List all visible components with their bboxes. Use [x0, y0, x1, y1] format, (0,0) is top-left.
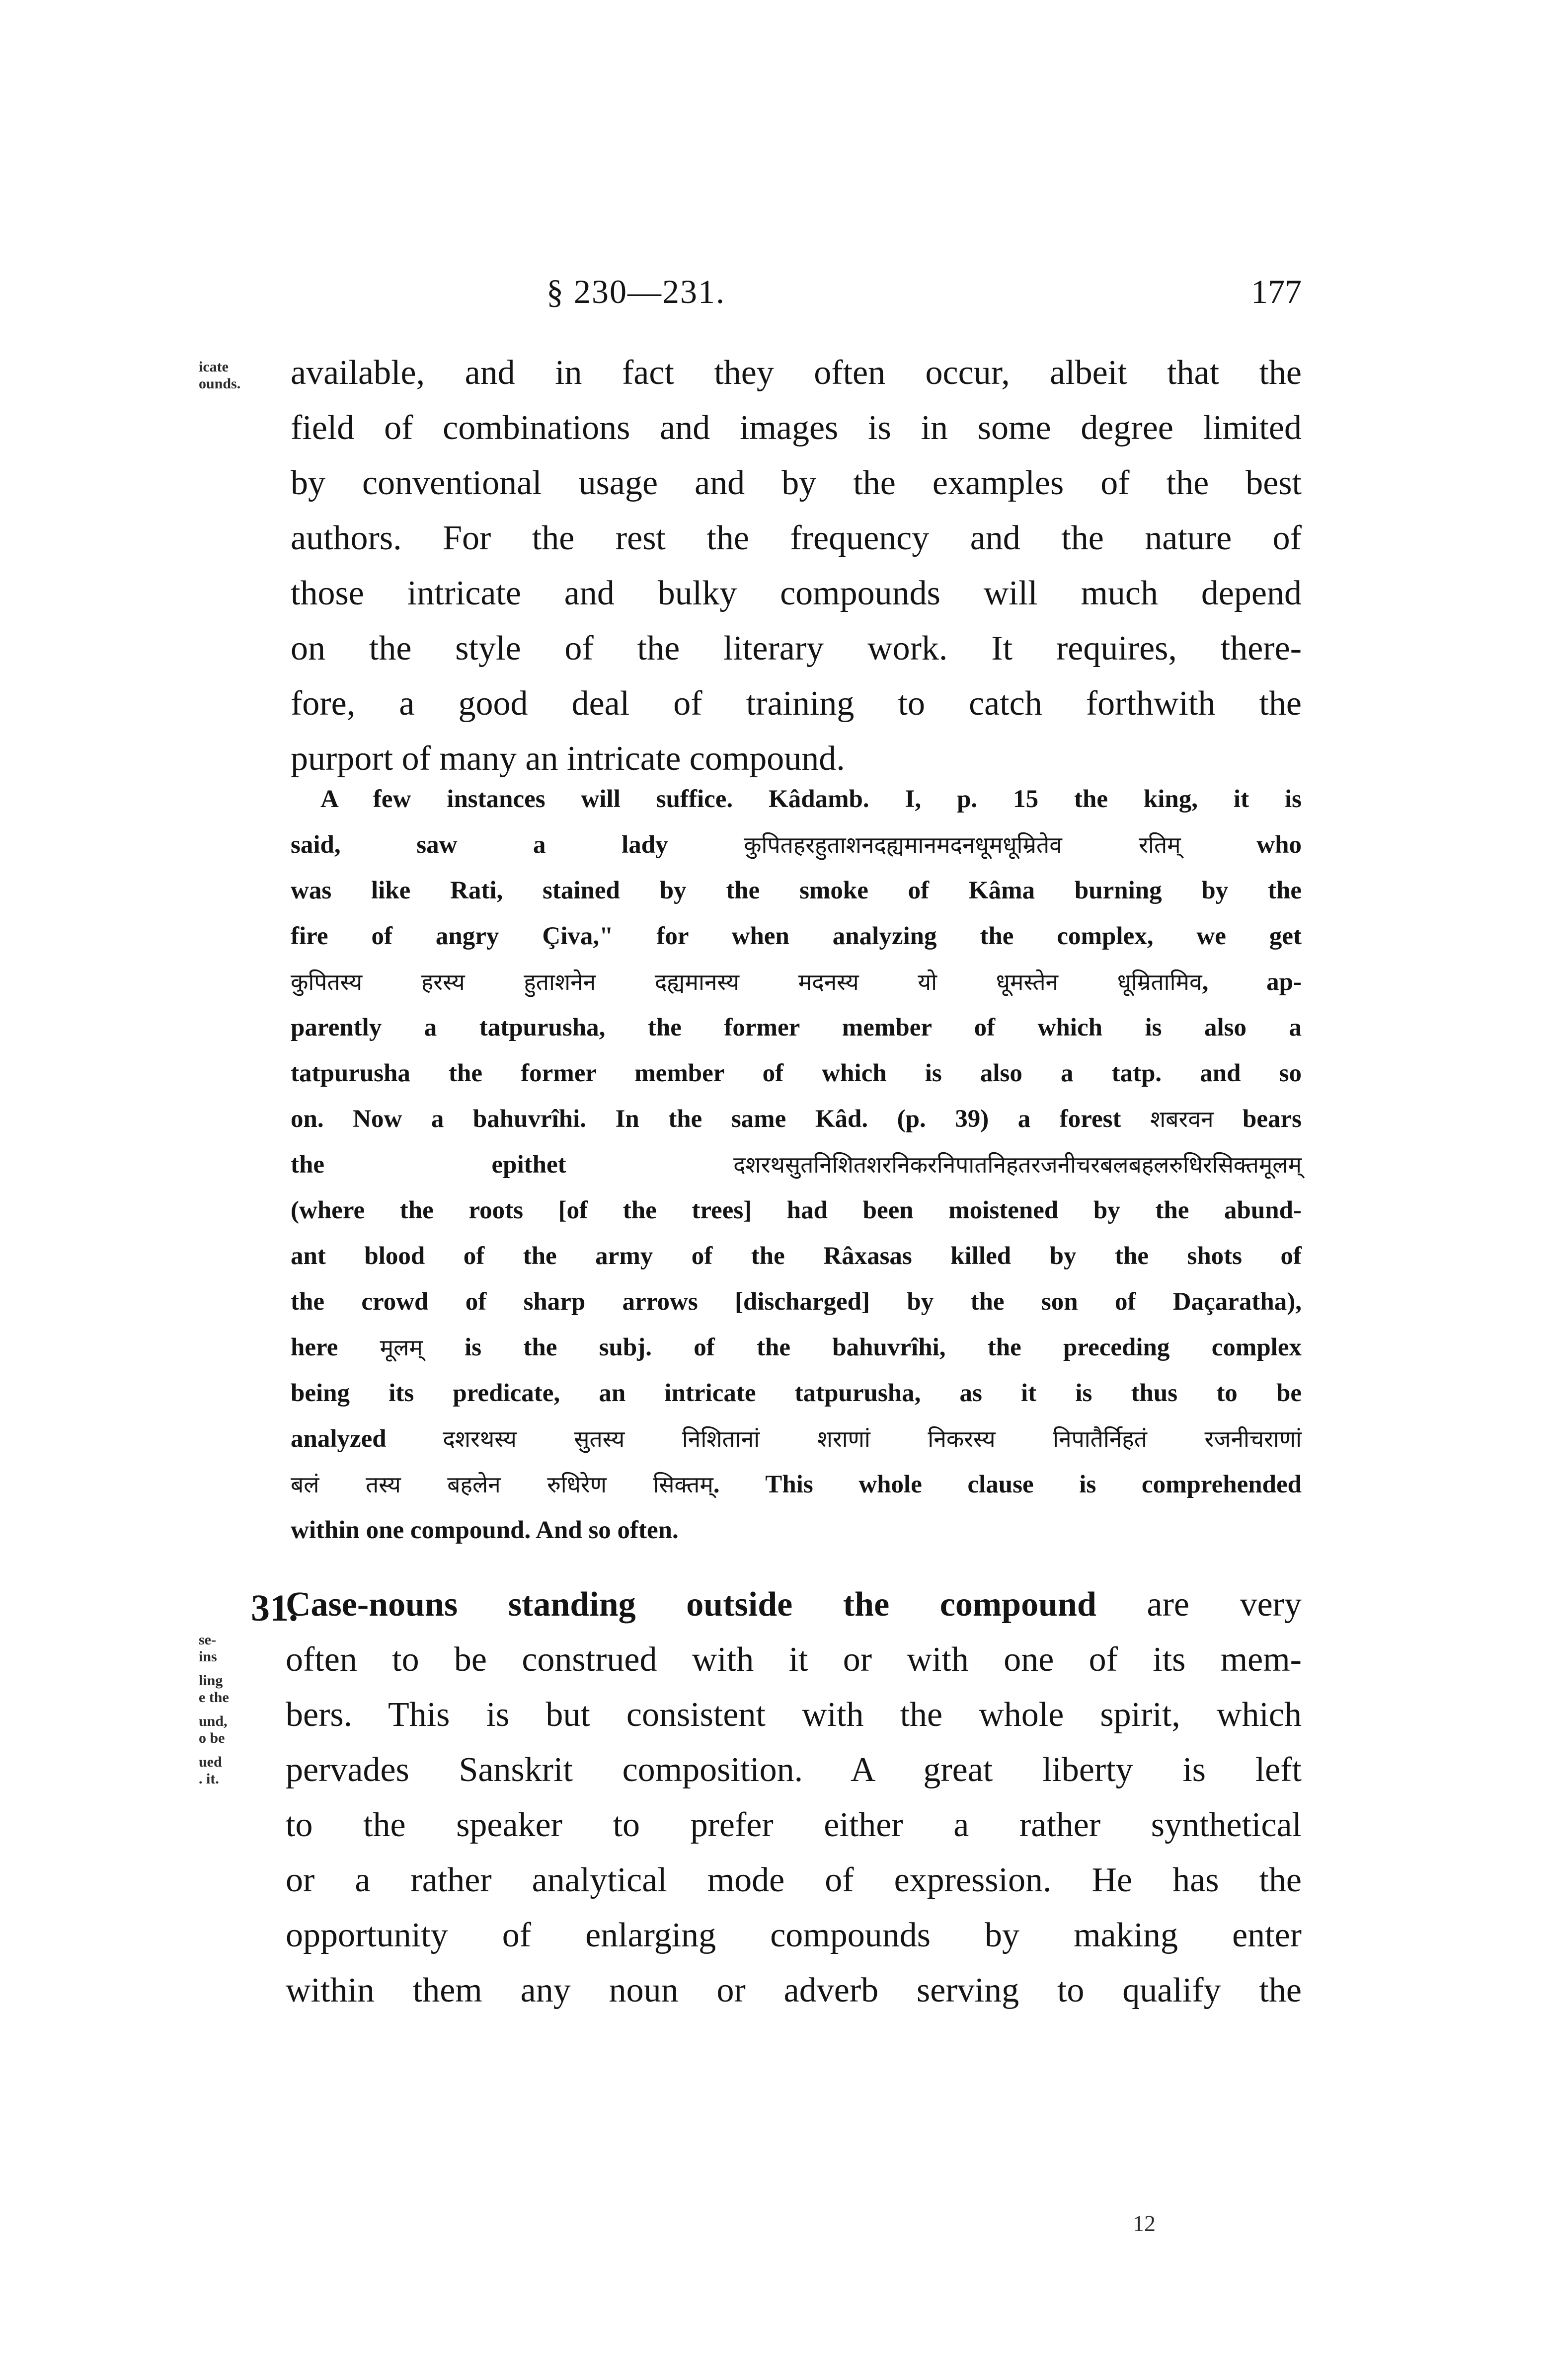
margin-note-line: e the	[199, 1689, 229, 1706]
examples-paragraph	[291, 776, 1302, 1553]
sanskrit-epithet: दशरथसुतनिशितशरनिकरनिपातनिहतरजनीचरबलबहलरुधिरसिक्तमूलम्	[733, 1151, 1302, 1178]
page-number: 177	[1251, 273, 1302, 310]
text-line: analyzed दशरथस्य सुतस्य निशितानां शराणां निकरस्य निपातैर्निहतं रजनीचराणां	[291, 1425, 1302, 1453]
text-line: was like Rati, stained by the smoke of Kâma burning by the	[291, 877, 1302, 904]
text-line: purport of many an intricate compound.	[291, 740, 845, 778]
text-line: कुपितस्य हरस्य हुताशनेन दह्यमानस्य मदनस्य यो धूमस्तेन धूम्रितामिव, ap-	[291, 968, 1302, 996]
text-line: authors. For the rest the frequency and the nature of	[291, 519, 1302, 557]
text-line: opportunity of enlarging compounds by making enter	[286, 1916, 1302, 1954]
sanskrit-compound: कुपितहरहुताशनदह्यमानमदनधूमधूम्रितेव रतिम्	[744, 831, 1181, 858]
text-line: by conventional usage and by the examples of the best	[291, 464, 1302, 502]
text-line: on. Now a bahuvrîhi. In the same Kâd. (p. 39) a forest शबरवन bears	[291, 1105, 1302, 1133]
text-line: to the speaker to prefer either a rather synthetical	[286, 1806, 1302, 1844]
margin-note-line: und,	[199, 1713, 228, 1729]
section-number: 31.	[251, 1587, 298, 1629]
text-line: fore, a good deal of training to catch forthwith the	[291, 684, 1302, 723]
margin-note-case-nouns	[199, 1632, 278, 1787]
margin-note-line: ling	[199, 1672, 223, 1689]
text-line: or a rather analytical mode of expression. He has the	[286, 1861, 1302, 1899]
text-line: A few instances will suffice. Kâdamb. I, p. 15 the king, it is	[320, 785, 1302, 813]
margin-note-line: o be	[199, 1730, 225, 1746]
margin-note-line: ued	[199, 1754, 222, 1770]
sanskrit-analysis: बलं तस्य बहलेन रुधिरेण सिक्तम्	[291, 1471, 713, 1498]
text-line: बलं तस्य बहलेन रुधिरेण सिक्तम्. This whole clause is comprehended	[291, 1471, 1302, 1498]
paragraph-case-nouns	[286, 1577, 1302, 2018]
text-line: within them any noun or adverb serving to qualify the	[286, 1971, 1302, 2009]
text-line: bers. This is but consistent with the whole spirit, which	[286, 1696, 1302, 1734]
text-line: (where the roots [of the trees] had been moistened by the abund-	[291, 1196, 1302, 1224]
text-line: tatpurusha the former member of which is also a tatp. and so	[291, 1059, 1302, 1087]
text-line: available, and in fact they often occur, albeit that the	[291, 354, 1302, 392]
margin-note-line: se-	[199, 1632, 216, 1648]
section-reference: § 230—231.	[546, 273, 725, 310]
sanskrit-word: मूलम्	[380, 1334, 423, 1361]
text-line: fire of angry Çiva," for when analyzing the complex, we get	[291, 922, 1302, 950]
text-line: ant blood of the army of the Râxasas killed by the shots of	[291, 1242, 1302, 1270]
text-line: often to be construed with it or with one of its mem-	[286, 1640, 1302, 1679]
margin-note-compounds	[199, 359, 278, 392]
text-line: here मूलम् is the subj. of the bahuvrîhi, the preceding complex	[291, 1334, 1302, 1361]
text-line: the crowd of sharp arrows [discharged] by the son of Daçaratha),	[291, 1288, 1302, 1316]
text-line: within one compound. And so often.	[291, 1516, 679, 1544]
margin-note-line: ounds.	[199, 375, 241, 392]
section-title: Case-nouns standing outside the compound	[286, 1585, 1096, 1624]
text-line: being its predicate, an intricate tatpurusha, as it is thus to be	[291, 1379, 1302, 1407]
text-line: the epithet दशरथसुतनिशितशरनिकरनिपातनिहतरजनीचरबलबहलरुधिरसिक्तमूलम्	[291, 1151, 1302, 1179]
margin-note-line: icate	[199, 359, 229, 375]
margin-note-line: . it.	[199, 1771, 219, 1787]
text-line: on the style of the literary work. It requires, there-	[291, 629, 1302, 668]
text-line: those intricate and bulky compounds will much depend	[291, 574, 1302, 612]
text-line: parently a tatpurusha, the former member of which is also a	[291, 1014, 1302, 1041]
sanskrit-analysis: कुपितस्य हरस्य हुताशनेन दह्यमानस्य मदनस्य यो धूमस्तेन धूम्रितामिव	[291, 968, 1202, 995]
paragraph-intricate-compounds	[291, 345, 1302, 786]
running-header	[283, 272, 1302, 317]
text-line: Case-nouns standing outside the compound are very	[286, 1585, 1302, 1624]
text-line: field of combinations and images is in some degree limited	[291, 409, 1302, 447]
text-line: pervades Sanskrit composition. A great liberty is left	[286, 1751, 1302, 1789]
sanskrit-word: शबरवन	[1150, 1106, 1214, 1132]
margin-note-line: ins	[199, 1648, 217, 1665]
text-line: said, saw a lady कुपितहरहुताशनदह्यमानमदनधूमधूम्रितेव रतिम् who	[291, 831, 1302, 859]
sanskrit-analysis: दशरथस्य सुतस्य निशितानां शराणां निकरस्य निपातैर्निहतं रजनीचराणां	[443, 1425, 1302, 1452]
signature-mark: 12	[1133, 2211, 1156, 2236]
